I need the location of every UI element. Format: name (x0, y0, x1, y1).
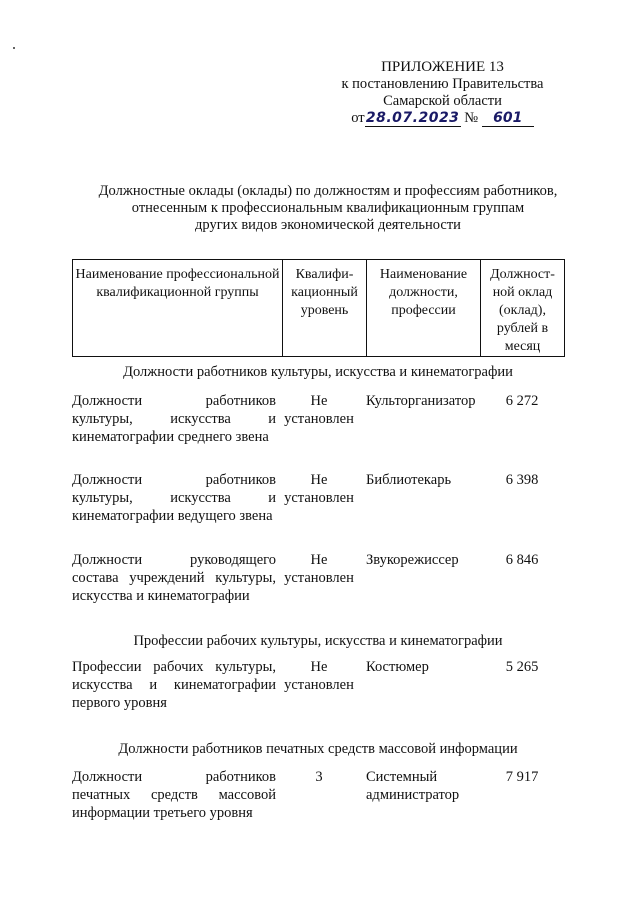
header-row (73, 260, 565, 357)
handwritten-date: 28.07.2023 (365, 110, 460, 126)
document-title-line-3: других видов экономической деятельности (195, 217, 461, 233)
cell-level: Не установлен (284, 552, 354, 586)
cell-group: Должности работников культуры, искусства и кинематографии ведущего звена (72, 472, 276, 524)
appendix-title: ПРИЛОЖЕНИЕ 13 (381, 59, 504, 75)
cell-position: Системный администратор (366, 769, 460, 803)
cell-position: Культорганизатор (366, 393, 476, 409)
cell-position: Звукорежиссер (366, 552, 459, 568)
cell-group: Должности работников культуры, искусства и кинематографии среднего звена (72, 393, 276, 445)
scan-speck (13, 47, 15, 49)
cell-salary: 7 917 (505, 769, 539, 785)
handwritten-number: 601 (482, 110, 534, 127)
section-title: Должности работников культуры, искусства и кинематографии (123, 364, 513, 380)
document-title (60, 183, 596, 234)
section-title: Должности работников печатных средств массовой информации (118, 741, 518, 757)
header-cell-level: Квалифи-кационный уровень (283, 260, 367, 357)
cell-salary: 5 265 (505, 659, 539, 675)
appendix-line-2: Самарской области (383, 93, 502, 109)
cell-salary: 6 272 (505, 393, 539, 409)
cell-salary: 6 398 (505, 472, 539, 488)
salary-table-header (72, 259, 565, 357)
appendix-line-1: к постановлению Правительства (341, 76, 544, 92)
cell-position: Костюмер (366, 659, 429, 675)
cell-group: Профессии рабочих культуры, искусства и кинематографии первого уровня (72, 659, 276, 711)
appendix-block (300, 59, 585, 127)
cell-position: Библиотекарь (366, 472, 452, 488)
header-cell-position: Наименование должности, профессии (367, 260, 481, 357)
header-cell-group: Наименование профессиональной квалификационной группы (73, 260, 283, 357)
number-prefix: № (464, 110, 479, 126)
cell-salary: 6 846 (505, 552, 539, 568)
date-prefix: от (351, 110, 365, 126)
cell-group: Должности работников печатных средств массовой информации третьего уровня (72, 769, 276, 821)
document-title-line-2: отнесенным к профессиональным квалификационным группам (131, 200, 525, 216)
appendix-date-line (300, 110, 585, 127)
cell-level: Не установлен (284, 393, 354, 427)
section-title: Профессии рабочих культуры, искусства и кинематографии (133, 633, 503, 649)
header-cell-salary: Должност-ной оклад (оклад), рублей в месяц (481, 260, 565, 357)
cell-group: Должности руководящего состава учреждений культуры, искусства и кинематографии (72, 552, 276, 604)
cell-level: Не установлен (284, 472, 354, 506)
cell-level: Не установлен (284, 659, 354, 693)
cell-level: 3 (315, 769, 323, 785)
document-title-line-1: Должностные оклады (оклады) по должностям и профессиям работников, (98, 183, 558, 199)
